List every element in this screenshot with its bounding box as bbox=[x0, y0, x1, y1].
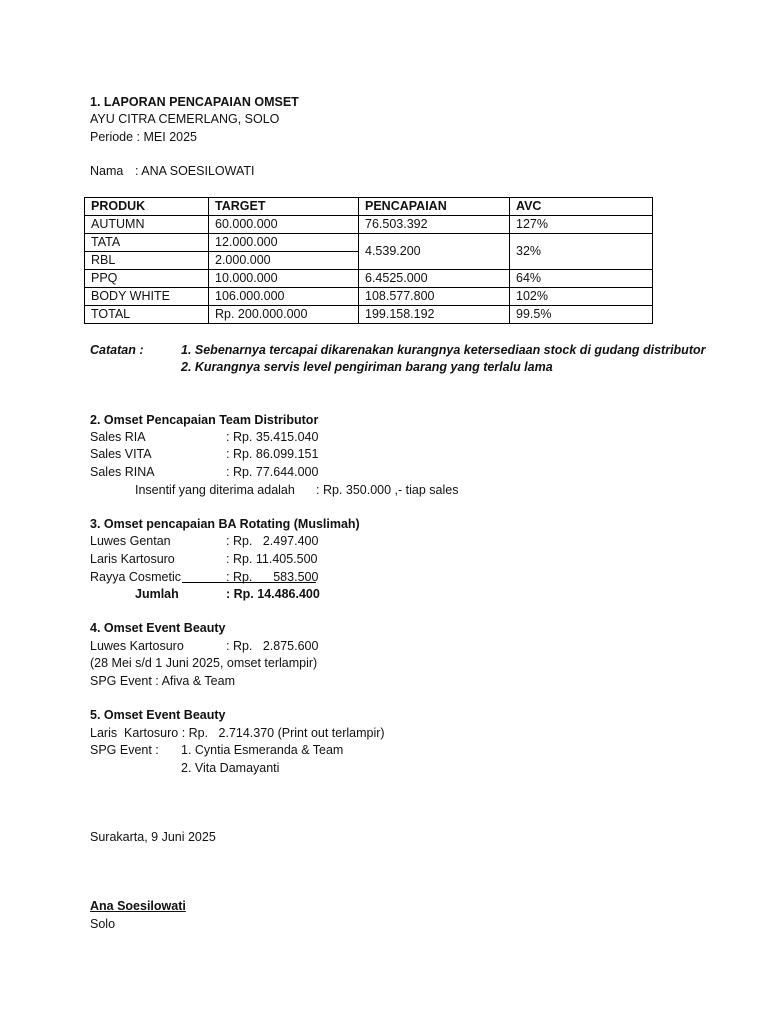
event-row: Laris Kartosuro : Rp. 2.714.370 (Print out terlampir) bbox=[90, 726, 385, 740]
event-spg: SPG Event : Afiva & Team bbox=[90, 674, 235, 688]
cell-target: 2.000.000 bbox=[209, 252, 359, 270]
table-row bbox=[85, 216, 653, 234]
report-period: Periode : MEI 2025 bbox=[90, 130, 198, 144]
sales-value: : Rp. 77.644.000 bbox=[226, 465, 319, 479]
place-date: Surakarta, 9 Juni 2025 bbox=[90, 830, 216, 844]
report-title: 1. LAPORAN PENCAPAIAN OMSET bbox=[90, 95, 299, 109]
spg-item: 2. Vita Damayanti bbox=[181, 761, 280, 775]
achievement-table bbox=[84, 197, 653, 324]
cell-product: BODY WHITE bbox=[85, 288, 209, 306]
section2-title: 2. Omset Pencapaian Team Distributor bbox=[90, 413, 319, 427]
section3-title: 3. Omset pencapaian BA Rotating (Muslimah) bbox=[90, 517, 360, 531]
store-label: Luwes Gentan bbox=[90, 534, 171, 548]
cell-avc: 64% bbox=[510, 270, 653, 288]
store-value: : Rp. 583.500 bbox=[226, 570, 319, 584]
cell-achievement: 6.4525.000 bbox=[359, 270, 510, 288]
incentive-label: Insentif yang diterima adalah bbox=[135, 483, 295, 497]
cell-product: PPQ bbox=[85, 270, 209, 288]
spg-label: SPG Event : bbox=[90, 743, 159, 757]
cell-target: Rp. 200.000.000 bbox=[209, 306, 359, 324]
cell-target: 12.000.000 bbox=[209, 234, 359, 252]
total-label: Jumlah bbox=[135, 587, 179, 601]
note-item: 1. Sebenarnya tercapai dikarenakan kurangnya ketersediaan stock di gudang distributor bbox=[181, 343, 706, 357]
table-row bbox=[85, 288, 653, 306]
cell-avc: 127% bbox=[510, 216, 653, 234]
cell-avc: 99.5% bbox=[510, 306, 653, 324]
cell-target: 60.000.000 bbox=[209, 216, 359, 234]
sales-value: : Rp. 35.415.040 bbox=[226, 430, 319, 444]
cell-product: RBL bbox=[85, 252, 209, 270]
header-avc: AVC bbox=[510, 198, 653, 216]
sales-label: Sales RINA bbox=[90, 465, 155, 479]
event-note: (28 Mei s/d 1 Juni 2025, omset terlampir) bbox=[90, 656, 318, 670]
event-store-label: Luwes Kartosuro bbox=[90, 639, 184, 653]
sales-label: Sales VITA bbox=[90, 447, 152, 461]
event-store-value: : Rp. 2.875.600 bbox=[226, 639, 319, 653]
company-name: AYU CITRA CEMERLANG, SOLO bbox=[90, 112, 280, 126]
cell-avc-merged: 32% bbox=[510, 234, 653, 270]
cell-product: AUTUMN bbox=[85, 216, 209, 234]
cell-target: 10.000.000 bbox=[209, 270, 359, 288]
cell-achievement: 108.577.800 bbox=[359, 288, 510, 306]
header-pencapaian: PENCAPAIAN bbox=[359, 198, 510, 216]
signer-name: Ana Soesilowati bbox=[90, 899, 186, 913]
header-produk: PRODUK bbox=[85, 198, 209, 216]
name-label: Nama bbox=[90, 164, 124, 178]
name-value: : ANA SOESILOWATI bbox=[135, 164, 255, 178]
sum-divider bbox=[182, 582, 316, 583]
sales-label: Sales RIA bbox=[90, 430, 146, 444]
table-header-row bbox=[85, 198, 653, 216]
cell-product: TATA bbox=[85, 234, 209, 252]
cell-achievement-merged: 4.539.200 bbox=[359, 234, 510, 270]
spg-item: 1. Cyntia Esmeranda & Team bbox=[181, 743, 344, 757]
store-value: : Rp. 11.405.500 bbox=[226, 552, 318, 566]
notes-label: Catatan : bbox=[90, 343, 144, 357]
note-item: 2. Kurangnya servis level pengiriman barang yang terlalu lama bbox=[181, 360, 553, 374]
header-target: TARGET bbox=[209, 198, 359, 216]
table-total-row bbox=[85, 306, 653, 324]
cell-product: TOTAL bbox=[85, 306, 209, 324]
sales-value: : Rp. 86.099.151 bbox=[226, 447, 319, 461]
store-value: : Rp. 2.497.400 bbox=[226, 534, 319, 548]
incentive-value: : Rp. 350.000 ,- tiap sales bbox=[316, 483, 459, 497]
store-label: Rayya Cosmetic bbox=[90, 570, 181, 584]
cell-achievement: 199.158.192 bbox=[359, 306, 510, 324]
table-row bbox=[85, 270, 653, 288]
cell-target: 106.000.000 bbox=[209, 288, 359, 306]
signer-city: Solo bbox=[90, 917, 116, 931]
cell-achievement: 76.503.392 bbox=[359, 216, 510, 234]
total-value: : Rp. 14.486.400 bbox=[226, 587, 320, 601]
table-row bbox=[85, 234, 653, 252]
section5-title: 5. Omset Event Beauty bbox=[90, 708, 226, 722]
cell-avc: 102% bbox=[510, 288, 653, 306]
section4-title: 4. Omset Event Beauty bbox=[90, 621, 226, 635]
store-label: Laris Kartosuro bbox=[90, 552, 175, 566]
